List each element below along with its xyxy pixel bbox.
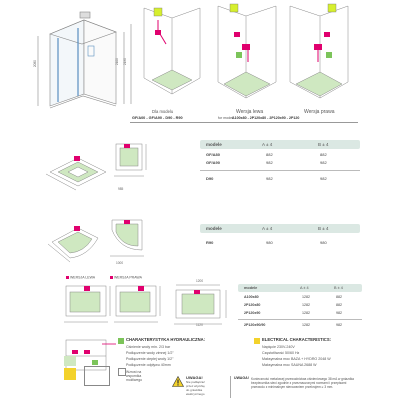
plan-view-r90 xyxy=(40,212,150,268)
dim-plan-3: 1200 xyxy=(196,279,204,283)
plan-view-gf xyxy=(40,132,150,196)
table-row: A100x80 1282 882 xyxy=(244,295,342,299)
table-header xyxy=(200,224,360,233)
warning-line: elektrycznego xyxy=(186,392,205,396)
variant-right-label: Wersja prawa xyxy=(304,109,335,115)
electrical-line: Maksymalna moc SAUNA 2688 W xyxy=(262,363,317,367)
table-header-a: A ± 4 xyxy=(300,286,309,290)
hydraulic-note: Wzrost na wspornika możliwego xyxy=(126,370,143,382)
table-row: R90 980 980 xyxy=(206,240,327,245)
dimensions-table-gf xyxy=(200,140,360,192)
note-checkbox-icon xyxy=(118,368,126,376)
hydraulic-title: CHARAKTERYSTYKA HYDRAULICZNA: xyxy=(126,337,206,342)
table-header-a: A ± 4 xyxy=(262,142,273,147)
hydraulic-line: Podłączenie ciepłej wody 1/2" xyxy=(126,357,174,361)
electrical-bullet-icon xyxy=(254,338,260,344)
table-header-b: B ± 4 xyxy=(318,226,329,231)
table-divider xyxy=(200,170,360,171)
warning-line: do gniazdka xyxy=(186,388,203,392)
divider-top xyxy=(130,122,358,123)
table-header-a: A ± 4 xyxy=(262,226,273,231)
electrical-line: Napięcie 230V-240V xyxy=(262,345,295,349)
variant-left-small: WERSJA LEWA xyxy=(66,276,95,280)
dim-height-3: 2190 xyxy=(122,58,127,66)
plan-view-120-right xyxy=(110,282,164,326)
variant-right-small: WERSJA PRAWA xyxy=(110,276,142,280)
hydraulic-line: Podłączenie odpływu 40mm xyxy=(126,363,171,367)
warning-line: Nie podłączać xyxy=(186,380,205,384)
electrical-title: ELECTRICAL CHARACTERISTICS: xyxy=(262,337,332,342)
warning-triangle-icon xyxy=(172,376,184,387)
variant-left-label: Wersja lewa xyxy=(236,109,264,115)
for-model-list: A100x80 - 2P120x80 - 2P120x90 - 2P120 xyxy=(232,116,300,120)
dim-plan-1: 985 xyxy=(118,187,124,191)
hydraulic-bullet-icon xyxy=(118,338,124,344)
electrical-line: Maksymalna moc BAZA + HYDRO 2048 W xyxy=(262,357,331,361)
table-header-model: modele xyxy=(244,286,258,290)
table-row: 2P120x90 1282 982 xyxy=(244,311,342,315)
table-row: GF/A90 982 982 xyxy=(206,160,327,165)
table-header-b: B ± 4 xyxy=(334,286,343,290)
table-row: 2P120x80 1282 882 xyxy=(244,303,342,307)
dim-plan-2: 1000 xyxy=(116,261,124,265)
hydraulic-line: Ciśnienie wody min. 2/3 bar xyxy=(126,345,171,349)
legend-drain-icon xyxy=(64,356,76,366)
variant-right-marker xyxy=(110,276,113,279)
caption-model-label: Dla modelu xyxy=(152,109,174,114)
warning-title: UWAGA! xyxy=(186,375,203,380)
electrical-line: Częstotliwość 50/60 Hz xyxy=(262,351,300,355)
table-header-b: B ± 4 xyxy=(318,142,329,147)
legend-hot-water-icon xyxy=(64,368,76,380)
caption-model-list: GF/A00 - GF/A90 - D90 - R90 xyxy=(132,116,183,120)
for-model-prefix: for model xyxy=(218,116,233,120)
plan-view-120-left xyxy=(62,282,114,326)
table-header xyxy=(200,140,360,149)
cabin-right-variant-view xyxy=(284,2,354,106)
table-header-model: modele xyxy=(206,226,222,231)
dimensions-table-120 xyxy=(238,284,362,332)
dimensions-table-r90 xyxy=(200,224,360,254)
cabin-perspective-drawing xyxy=(28,6,138,114)
dim-plan-4: 1120 xyxy=(196,323,203,327)
dim-height-2: 2100 xyxy=(114,58,119,66)
warning-line: przez wtyczkę xyxy=(186,384,205,388)
table-row: GF/A80 882 882 xyxy=(206,152,327,157)
hydraulic-line: Podłączenie wody zimnej 1/2" xyxy=(126,351,174,355)
footer-note xyxy=(230,376,363,398)
table-row: D90 982 982 xyxy=(206,176,327,181)
cabin-corner-view-model xyxy=(138,4,204,100)
table-divider xyxy=(238,319,362,320)
table-header-model: modele xyxy=(206,142,222,147)
variant-left-marker xyxy=(66,276,69,279)
cabin-left-variant-view xyxy=(212,2,282,106)
dim-height-1: 2080 xyxy=(32,60,37,68)
legend-dots-icon xyxy=(84,366,110,386)
footer-note-text: Konieczność metalowej przewodnictwa ciśnieniowego 38 mA w gniazdka bezpiecznika sieci zgodnie z przeznaczonymi normami i przepisami przewodu z minimalnym sterowaniem przekrojem ≥ 3 mm. xyxy=(251,377,354,389)
footer-note-label: UWAGA! xyxy=(234,376,249,380)
table-header xyxy=(238,284,362,292)
table-row: 2P120x90/90 1282 982 xyxy=(244,323,342,327)
